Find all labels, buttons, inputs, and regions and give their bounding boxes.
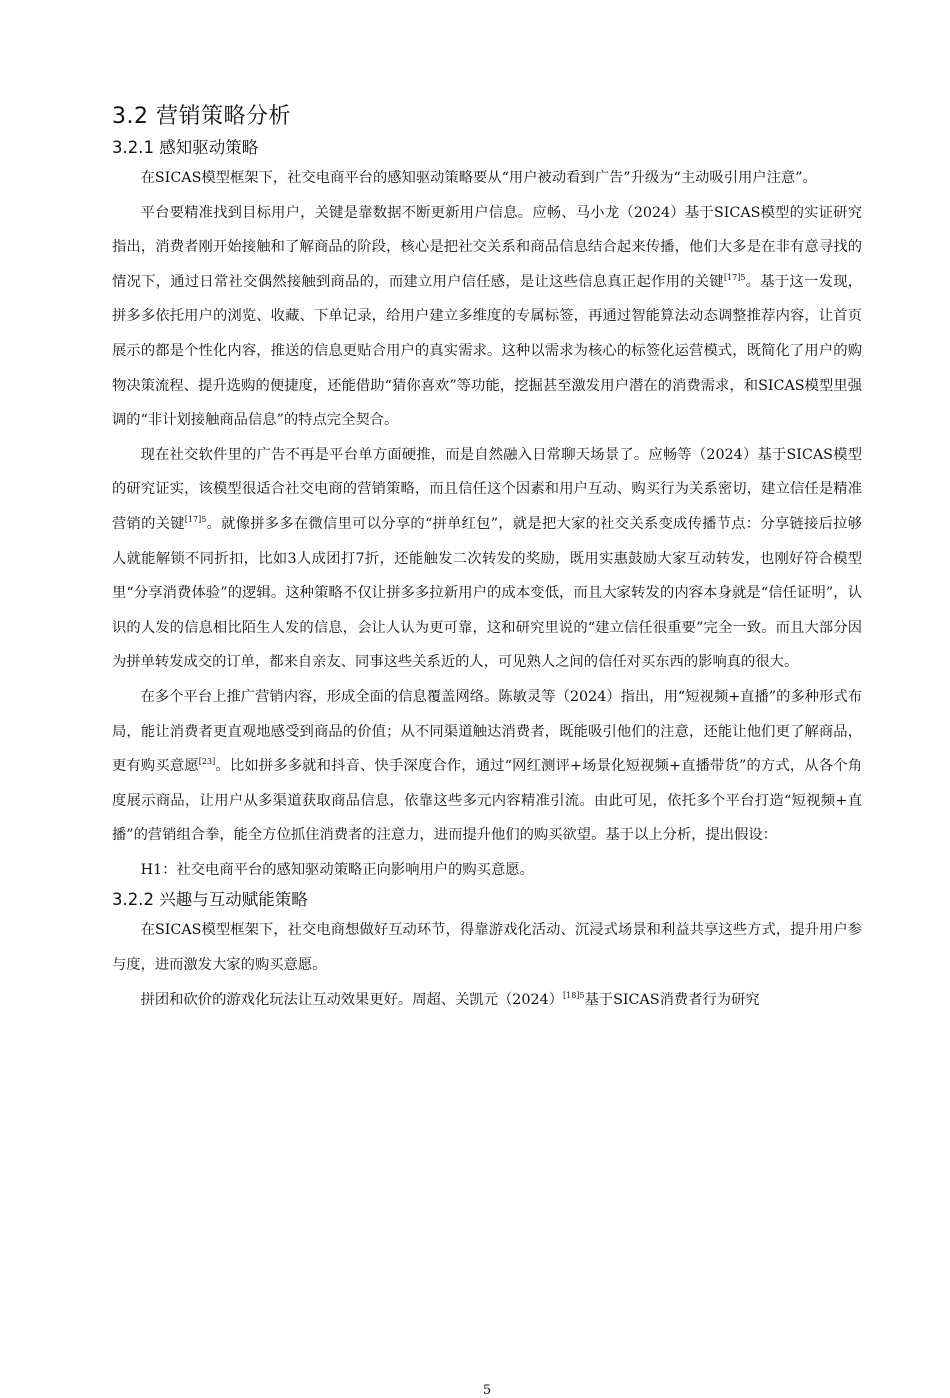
subsection-heading-3-2-2: [112, 887, 862, 913]
page-number: 5: [482, 1383, 492, 1398]
paragraph: [112, 680, 862, 853]
subsection-number: 3.2.1: [112, 138, 154, 157]
paragraph: 在SICAS模型框架下，社交电商平台的感知驱动策略要从“用户被动看到广告”升级为“主动吸引用户注意”。: [140, 170, 817, 186]
paragraph: [112, 438, 862, 680]
paragraph-text: 平台要精准找到目标用户，关键是靠数据不断更新用户信息。应畅、马小龙（2024）基于SICAS模型的实证研究指出，消费者刚开始接触和了解商品的阶段，核心是把社交关系和商品信息结合起来传播，他们大多是在非有意寻找的情况下，通过日常社交偶然接触到商品的，而建立用户信任感，是让这些信息真正起作用的关键: [112, 204, 862, 290]
page-content: [112, 102, 863, 1398]
section-title: 营销策略分析: [156, 104, 292, 129]
paragraph-text: 。基于这一发现，拼多多依托用户的浏览、收藏、下单记录，给用户建立多维度的专属标签，再通过智能算法动态调整推荐内容，让首页展示的都是个性化内容，推送的信息更贴合用户的真实需求。这种以需求为核心的标签化运营模式，既简化了用户的购物决策流程、提升选购的便捷度，还能借助“猜你喜欢”等功能，挖掘甚至激发用户潜在的消费需求，和SICAS模型里强调的“非计划接触商品信息”的特点完全契合。: [112, 273, 863, 429]
paragraph-text: 现在社交软件里的广告不再是平台单方面硬推，而是自然融入日常聊天场景了。应畅等（2024）基于SICAS模型的研究证实，该模型很适合社交电商的营销策略，而且信任这个因素和用户互动、购买行为关系密切，建立信任是精准营销的关键: [112, 446, 862, 532]
subsection-heading-3-2-1: [112, 135, 862, 161]
citation: [18]5: [563, 990, 585, 1000]
paragraph: 在SICAS模型框架下，社交电商想做好互动环节，得靠游戏化活动、沉浸式场景和利益共享这些方式，提升用户参与度，进而激发大家的购买意愿。: [112, 922, 862, 974]
paragraph-text: 。就像拼多多在微信里可以分享的“拼单红包”，就是把大家的社交关系变成传播节点：分享链接后拉够人就能解锁不同折扣，比如3人成团打7折，还能触发二次转发的奖励，既用实惠鼓励大家互动转发，也刚好符合模型里“分享消费体验”的逻辑。这种策略不仅让拼多多拉新用户的成本变低，而且大家转发的内容本身就是“信任证明”，认识的人发的信息相比陌生人发的信息，会让人认为更可靠，这和研究里说的“建立信任很重要”完全一致。而且大部分因为拼单转发成交的订单，都来自亲友、同事这些关系近的人，可见熟人之间的信任对买东西的影响真的很大。: [112, 515, 862, 671]
subsection-title: 兴趣与互动赋能策略: [159, 890, 308, 910]
paragraph: [112, 196, 862, 438]
paragraph-text: 拼团和砍价的游戏化玩法让互动效果更好。周超、关凯元（2024）: [140, 991, 563, 1008]
section-number: 3.2: [112, 104, 149, 129]
subsection-number: 3.2.2: [112, 890, 154, 910]
paragraph: [112, 983, 862, 1018]
paragraph-text: 。比如拼多多就和抖音、快手深度合作，通过“网红测评+场景化短视频+直播带货”的方式，从各个角度展示商品，让用户从多渠道获取商品信息，依靠这些多元内容精准引流。由此可见，依托多个平台打造“短视频+直播”的营销组合拳，能全方位抓住消费者的注意力，进而提升他们的购买欲望。基于以上分析，提出假设：: [112, 758, 862, 844]
subsection-title: 感知驱动策略: [159, 138, 259, 157]
paragraph-text: 在多个平台上推广营销内容，形成全面的信息覆盖网络。陈敏灵等（2024）指出，用“短视频+直播”的多种形式布局，能让消费者更直观地感受到商品的价值；从不同渠道触达消费者，既能吸引他们的注意，还能让他们更了解商品，更有购买意愿: [112, 688, 862, 775]
citation: [17]5: [184, 514, 207, 524]
citation: [17]5: [723, 272, 746, 282]
hypothesis: H1：社交电商平台的感知驱动策略正向影响用户的购买意愿。: [140, 861, 534, 878]
citation: [23]: [198, 757, 216, 767]
paragraph-text: 基于SICAS消费者行为研究: [584, 991, 760, 1008]
section-heading: [112, 102, 862, 132]
